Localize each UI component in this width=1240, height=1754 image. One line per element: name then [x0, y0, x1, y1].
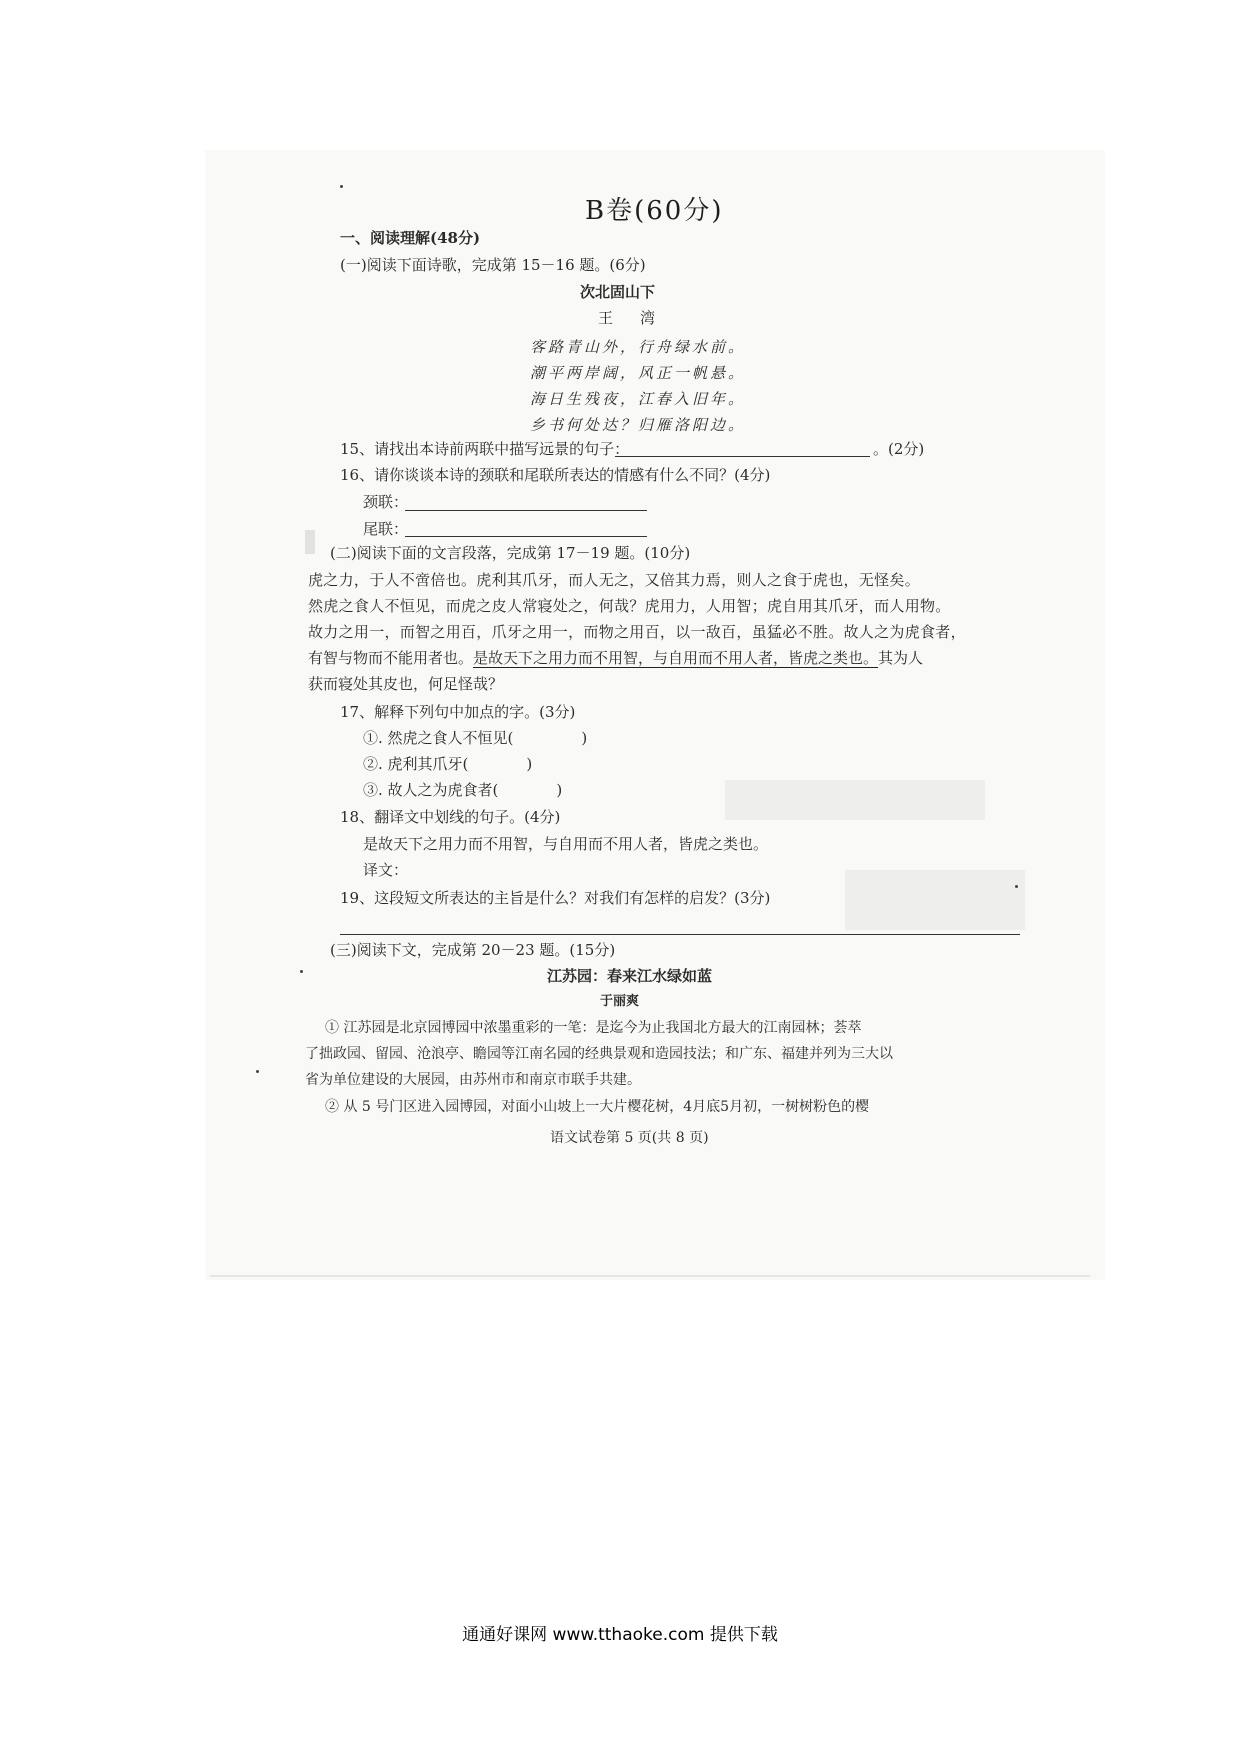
answer-line-19[interactable] — [340, 934, 1020, 935]
passage-line-4-end: 其为人 — [878, 649, 924, 667]
question-19: 19、这段短文所表达的主旨是什么？对我们有怎样的启发？(3分) — [340, 889, 771, 907]
paren-close: ) — [581, 729, 588, 747]
article-author: 于丽爽 — [600, 994, 640, 1009]
question-18: 18、翻译文中划线的句子。(4分) — [340, 808, 561, 826]
q17-item-3 — [363, 780, 562, 800]
q17-item-3-text: ③. 故人之为虎食者( — [363, 781, 499, 799]
question-17: 17、解释下列句中加点的字。(3分) — [340, 703, 576, 721]
part2-intro: (二)阅读下面的文言段落，完成第 17－19 题。(10分) — [330, 544, 691, 562]
article-paragraph-line: 了拙政园、留园、沧浪亭、瞻园等江南名园的经典景观和造园技法；和广东、福建并列为三大以 — [305, 1046, 893, 1062]
scan-speck — [300, 970, 303, 973]
section-heading: 一、阅读理解(48分) — [340, 229, 481, 247]
part3-intro: (三)阅读下文，完成第 20－23 题。(15分) — [330, 941, 616, 959]
question-15: 15、请找出本诗前两联中描写远景的句子： — [340, 440, 630, 458]
scanned-exam-page — [205, 150, 1105, 1280]
exam-section-title: B卷(60分) — [585, 196, 724, 226]
poem-line: 潮平两岸阔，风正一帆悬。 — [530, 364, 747, 382]
question-15-score: 。(2分) — [873, 440, 925, 458]
classical-passage-line: 获而寝处其皮也，何足怪哉？ — [308, 675, 504, 693]
answer-line-15[interactable] — [615, 456, 870, 457]
poem-author: 王 湾 — [598, 309, 662, 327]
part1-intro: (一)阅读下面诗歌，完成第 15－16 题。(6分) — [340, 256, 646, 274]
download-footer: 通通好课网 www.tthaoke.com 提供下载 — [462, 1625, 778, 1645]
article-title: 江苏园：春来江水绿如蓝 — [547, 967, 713, 985]
scan-speck — [1015, 885, 1018, 888]
classical-passage-line: 然虎之食人不恒见，而虎之皮人常寝处之，何哉？虎用力，人用智；虎自用其爪牙，而人用物。 — [308, 597, 951, 615]
scan-speck — [340, 185, 343, 188]
passage-line-4-start: 有智与物而不能用者也。 — [308, 649, 474, 667]
scan-smudge — [305, 530, 315, 554]
q18-sentence: 是故天下之用力而不用智，与自用而不用人者，皆虎之类也。 — [363, 835, 769, 853]
page-number: 语文试卷第 5 页(共 8 页) — [550, 1130, 709, 1146]
poem-title: 次北固山下 — [580, 283, 656, 301]
underlined-sentence: 是故天下之用力而不用智，与自用而不用人者，皆虎之类也。 — [473, 649, 879, 667]
paren-close: ) — [526, 755, 533, 773]
q17-item-2 — [363, 754, 532, 774]
article-paragraph-line: 省为单位建设的大展园，由苏州市和南京市联手共建。 — [305, 1072, 641, 1088]
q17-item-1-text: ①. 然虎之食人不恒见( — [363, 729, 514, 747]
article-paragraph-line: ① 江苏园是北京园博园中浓墨重彩的一笔：是迄今为止我国北方最大的江南园林；荟萃 — [325, 1020, 862, 1036]
q18-translation-label: 译文： — [363, 861, 409, 879]
poem-line: 乡书何处达？归雁洛阳边。 — [530, 416, 747, 434]
poem-line: 客路青山外，行舟绿水前。 — [530, 338, 747, 356]
q17-item-2-text: ②. 虎利其爪牙( — [363, 755, 469, 773]
article-paragraph-line: ② 从 5 号门区进入园博园，对面小山坡上一大片樱花树，4月底5月初，一树树粉色的樱 — [325, 1099, 870, 1115]
scan-speck — [256, 1070, 259, 1073]
scan-smudge — [845, 870, 1025, 930]
q16-tail-label: 尾联： — [363, 520, 409, 538]
q16-neck-label: 颈联： — [363, 493, 409, 511]
answer-line-16a[interactable] — [405, 510, 647, 511]
scan-smudge — [725, 780, 985, 820]
classical-passage-line: 虎之力，于人不啻倍也。虎利其爪牙，而人无之，又倍其力焉，则人之食于虎也，无怪矣。 — [308, 571, 921, 589]
poem-line: 海日生残夜，江春入旧年。 — [530, 390, 747, 408]
classical-passage-line: 故力之用一，而智之用百，爪牙之用一，而物之用百，以一敌百，虽猛必不胜。故人之为虎食者， — [308, 623, 966, 641]
answer-line-16b[interactable] — [405, 536, 647, 537]
paren-close: ) — [556, 781, 563, 799]
question-16: 16、请你谈谈本诗的颈联和尾联所表达的情感有什么不同？(4分) — [340, 466, 771, 484]
passage-line-4 — [308, 648, 923, 668]
scan-edge — [210, 1275, 1090, 1277]
q17-item-1 — [363, 728, 587, 748]
